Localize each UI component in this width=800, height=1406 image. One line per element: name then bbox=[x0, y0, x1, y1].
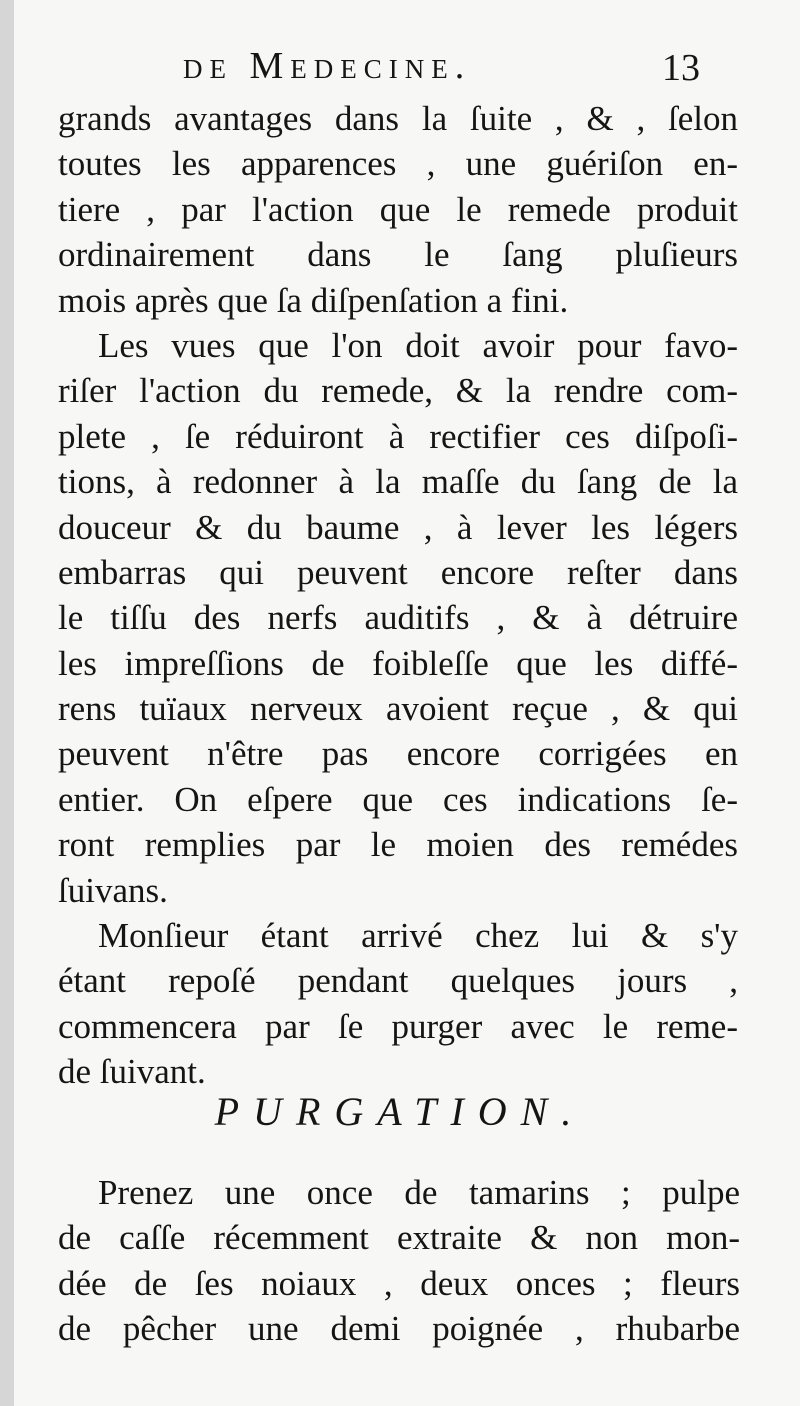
text-line: de pêcher une demi poignée , rhubarbe bbox=[58, 1309, 740, 1349]
text-line: rens tuïaux nerveux avoient reçue , & qui bbox=[58, 689, 738, 729]
paragraph-4 bbox=[58, 1170, 740, 1352]
text-line: entier. On eſpere que ces indications ſe- bbox=[58, 779, 738, 819]
text-line: commencera par ſe purger avec le reme- bbox=[58, 1006, 738, 1046]
text-line: ſuivans. bbox=[58, 870, 168, 910]
text-line: peuvent n'être pas encore corrigées en bbox=[58, 734, 738, 774]
page-header bbox=[0, 44, 800, 94]
text-line: les impreſſions de foibleſſe que les diffé- bbox=[58, 643, 738, 683]
running-head: de Medecine. bbox=[183, 45, 472, 87]
text-line: douceur & du baume , à lever les légers bbox=[58, 507, 738, 547]
text-line: tions, à redonner à la maſſe du ſang de la bbox=[58, 462, 738, 502]
text-line: Monſieur étant arrivé chez lui & s'y bbox=[98, 916, 738, 956]
text-line: tiere , par l'action que le remede produit bbox=[58, 189, 738, 229]
text-line: ront remplies par le moien des remédes bbox=[58, 825, 738, 865]
text-line: de ſuivant. bbox=[58, 1052, 206, 1092]
text-line: dée de ſes noiaux , deux onces ; fleurs bbox=[58, 1263, 740, 1303]
paragraph-2 bbox=[58, 323, 738, 913]
text-line: Prenez une once de tamarins ; pulpe bbox=[98, 1173, 740, 1212]
text-line: de caſſe récemment extraite & non mon- bbox=[58, 1218, 740, 1258]
text-line: riſer l'action du remede, & la rendre com- bbox=[58, 371, 738, 411]
text-line: plete , ſe réduiront à rectifier ces diſpoſi- bbox=[58, 416, 738, 456]
page-number: 13 bbox=[662, 47, 700, 89]
paragraph-3 bbox=[58, 913, 738, 1095]
text-line: grands avantages dans la ſuite , & , ſelon bbox=[58, 99, 738, 138]
paragraph-1 bbox=[58, 96, 738, 323]
text-line: Les vues que l'on doit avoir pour favo- bbox=[98, 325, 738, 365]
text-line: embarras qui peuvent encore reſter dans bbox=[58, 552, 738, 592]
body-text bbox=[58, 96, 738, 1095]
text-line: étant repoſé pendant quelques jours , bbox=[58, 961, 738, 1001]
text-line: toutes les apparences , une guériſon en- bbox=[58, 144, 738, 184]
text-line: mois après que ſa diſpenſation a fini. bbox=[58, 280, 569, 320]
page-edge bbox=[0, 0, 14, 1406]
text-line: le tiſſu des nerfs auditifs , & à détruire bbox=[58, 598, 738, 638]
section-title: PURGATION. bbox=[214, 1089, 586, 1134]
text-line: ordinairement dans le ſang pluſieurs bbox=[58, 235, 738, 275]
